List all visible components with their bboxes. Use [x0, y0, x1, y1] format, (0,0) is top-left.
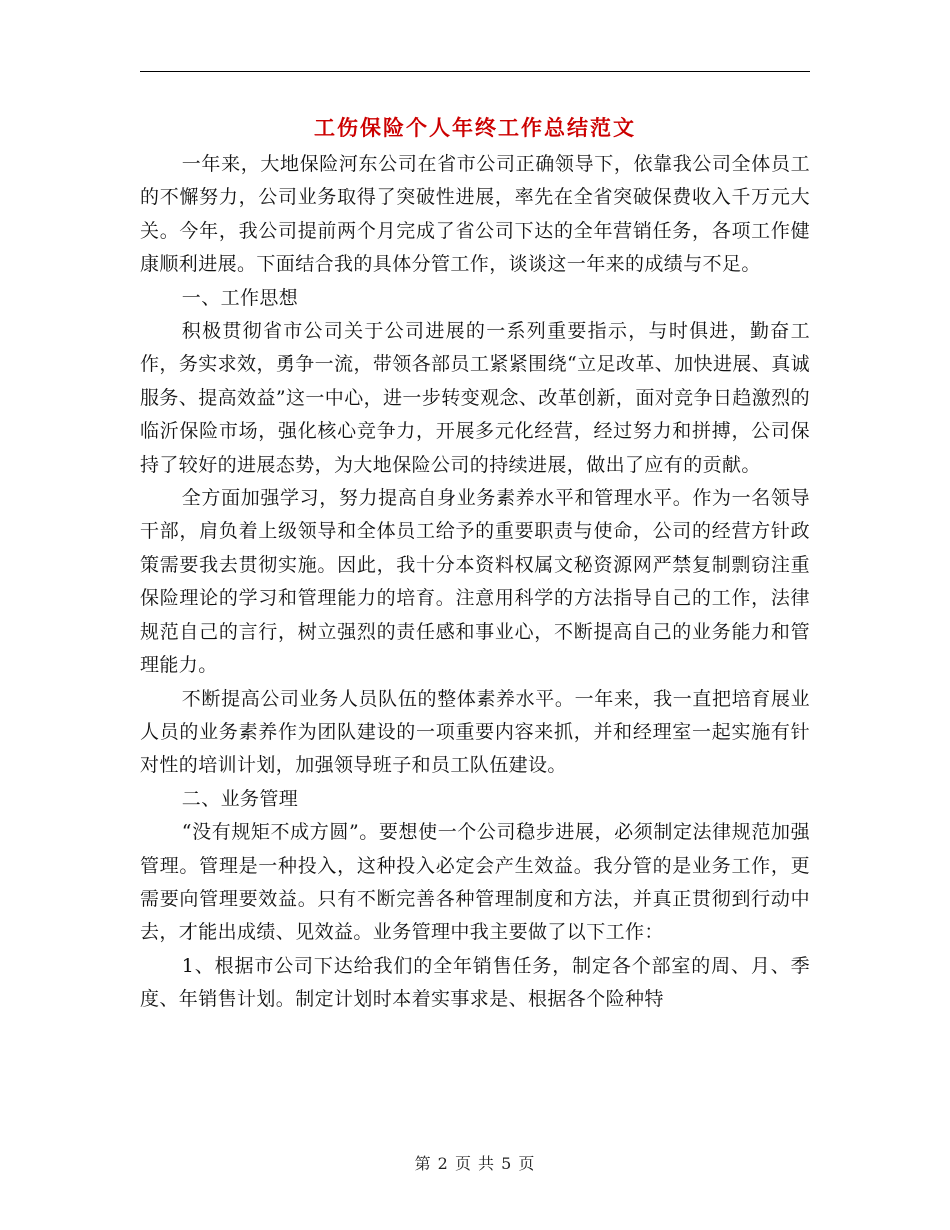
paragraph-study: 全方面加强学习，努力提高自身业务素养水平和管理水平。作为一名领导干部，肩负着上级领导和全体员工给予的重要职责与使命，公司的经营方针政策需要我去贯彻实施。因此，我十分本资料权属文秘资源网严禁复制剽窃注重保险理论的学习和管理能力的培育。注意用科学的方法指导自己的工作，法律规范自己的言行，树立强烈的责任感和事业心，不断提高自己的业务能力和管理能力。 [140, 487, 810, 677]
paragraph-rules: “没有规矩不成方圆”。要想使一个公司稳步进展，必须制定法律规范加强管理。管理是一种投入，这种投入必定会产生效益。我分管的是业务工作，更需要向管理要效益。只有不断完善各种管理制度和方法，并真正贯彻到行动中去，才能出成绩、见效益。业务管理中我主要做了以下工作： [140, 821, 810, 944]
paragraph-work-thinking: 积极贯彻省市公司关于公司进展的一系列重要指示，与时俱进，勤奋工作，务实求效，勇争一流，带领各部员工紧紧围绕“立足改革、加快进展、真诚服务、提高效益”这一中心，进一步转变观念、改革创新，面对竞争日趋激烈的临沂保险市场，强化核心竞争力，开展多元化经营，经过努力和拼搏，公司保持了较好的进展态势，为大地保险公司的持续进展，做出了应有的贡献。 [140, 320, 810, 476]
document-title: 工伤保险个人年终工作总结范文 [314, 115, 636, 140]
page-number: 第 2 页 共 5 页 [414, 1154, 536, 1173]
paragraph-item-1: 1、根据市公司下达给我们的全年销售任务，制定各个部室的周、月、季度、年销售计划。制定计划时本着实事求是、根据各个险种特 [140, 954, 810, 1011]
paragraph-intro: 一年来，大地保险河东公司在省市公司正确领导下，依靠我公司全体员工的不懈努力，公司业务取得了突破性进展，率先在全省突破保费收入千万元大关。今年，我公司提前两个月完成了省公司下达的全年营销任务，各项工作健康顺利进展。下面结合我的具体分管工作，谈谈这一年来的成绩与不足。 [140, 153, 810, 276]
section-heading-work-thinking: 一、工作思想 [181, 286, 299, 309]
header-rule [140, 71, 810, 72]
paragraph-team: 不断提高公司业务人员队伍的整体素养水平。一年来，我一直把培育展业人员的业务素养作为团队建设的一项重要内容来抓，并和经理室一起实施有针对性的培训计划，加强领导班子和员工队伍建设。 [140, 687, 810, 777]
section-heading-business-management: 二、业务管理 [181, 787, 299, 810]
document-body [140, 148, 810, 1017]
